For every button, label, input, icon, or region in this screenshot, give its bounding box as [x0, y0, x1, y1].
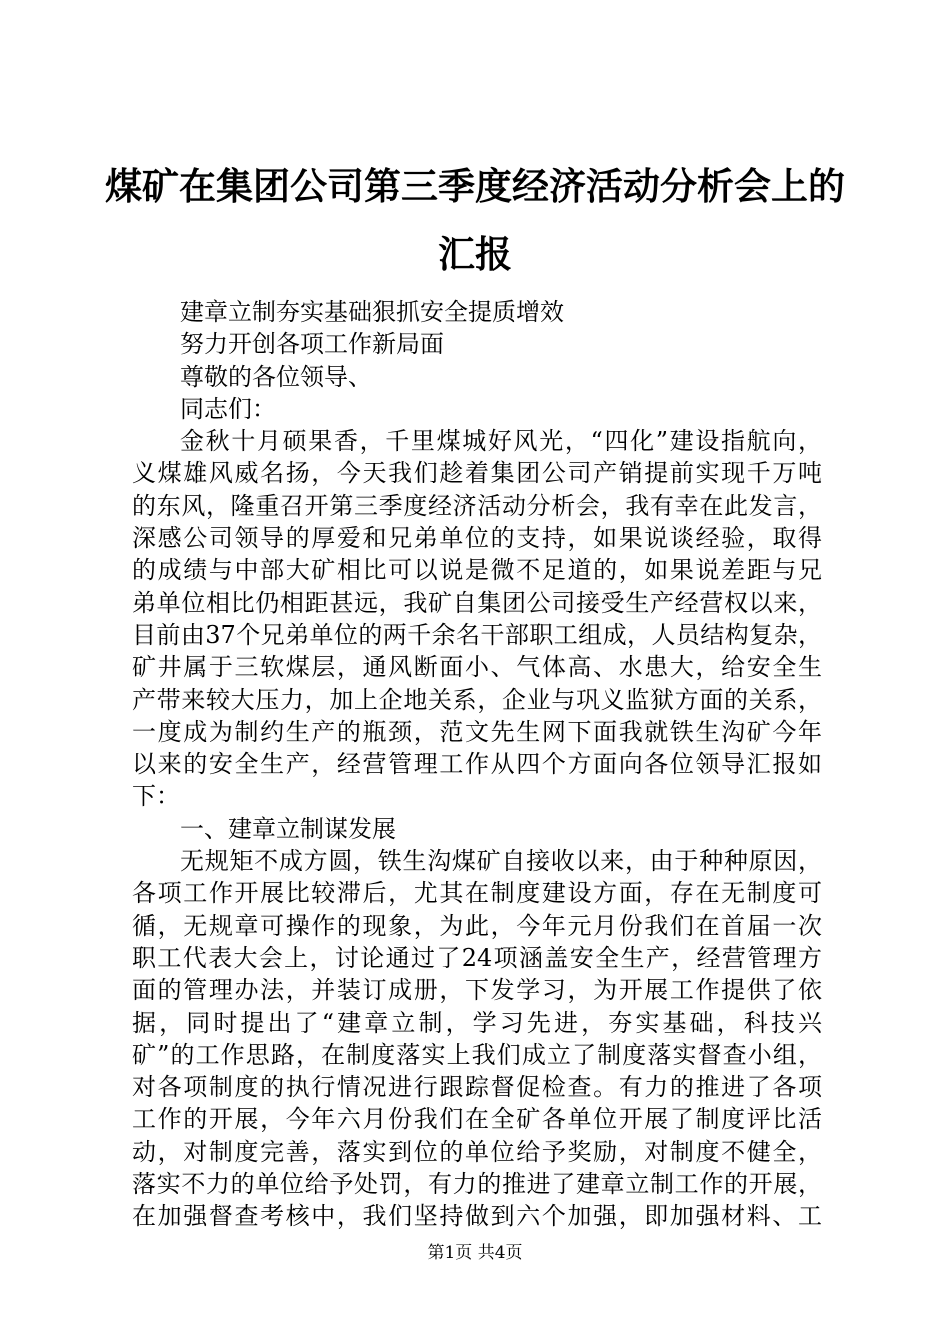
- text-line: 下：: [132, 782, 180, 811]
- text-line: 据，同时提出了“建章立制，学习先进，夯实基础，科技兴: [132, 1008, 822, 1037]
- title-line-2: 汇报: [438, 232, 512, 276]
- text-line: 义煤雄风威名扬，今天我们趁着集团公司产销提前实现千万吨: [132, 459, 822, 488]
- title-line-1: 煤矿在集团公司第三季度经济活动分析会上的: [105, 164, 845, 208]
- text-line: 面的管理办法，并装订成册，下发学习，为开展工作提供了依: [132, 976, 822, 1005]
- text-line: 深感公司领导的厚爱和兄弟单位的支持，如果说谈经验，取得: [132, 524, 822, 553]
- page-footer: 第1页 共4页: [427, 1243, 523, 1263]
- paragraph-1: [132, 425, 822, 813]
- section-heading: 一、建章立制谋发展: [180, 814, 396, 843]
- text-line: 目前由37个兄弟单位的两千余名干部职工组成，人员结构复杂，: [132, 620, 822, 649]
- text-line: 在加强督查考核中，我们坚持做到六个加强，即加强材料、工: [132, 1202, 822, 1231]
- text-line: 的成绩与中部大矿相比可以说是微不足道的，如果说差距与兄: [132, 556, 822, 585]
- salutation-line: 同志们：: [180, 394, 276, 423]
- text-line: 对各项制度的执行情况进行跟踪督促检查。有力的推进了各项: [132, 1073, 822, 1102]
- text-line: 金秋十月硕果香，千里煤城好风光，“四化”建设指航向，: [180, 427, 822, 456]
- text-line: 循，无规章可操作的现象，为此，今年元月份我们在首届一次: [132, 911, 822, 940]
- text-line: 落实不力的单位给予处罚，有力的推进了建章立制工作的开展，: [132, 1170, 822, 1199]
- text-line: 矿井属于三软煤层，通风断面小、气体高、水患大，给安全生: [132, 653, 822, 682]
- text-line: 以来的安全生产，经营管理工作从四个方面向各位领导汇报如: [132, 750, 822, 779]
- document-title: [100, 152, 850, 288]
- document-body: [132, 296, 822, 1233]
- text-line: 动，对制度完善，落实到位的单位给予奖励，对制度不健全，: [132, 1137, 822, 1166]
- subtitle-line: 建章立制夯实基础狠抓安全提质增效: [180, 298, 564, 326]
- paragraph-2: [132, 845, 822, 1233]
- text-line: 的东风，隆重召开第三季度经济活动分析会，我有幸在此发言，: [132, 491, 822, 520]
- text-line: 职工代表大会上，讨论通过了24项涵盖安全生产，经营管理方: [132, 943, 822, 972]
- subtitle-line: 努力开创各项工作新局面: [180, 330, 444, 359]
- text-line: 各项工作开展比较滞后，尤其在制度建设方面，存在无制度可: [132, 879, 822, 908]
- salutation-line: 尊敬的各位领导、: [180, 362, 372, 391]
- text-line: 矿”的工作思路，在制度落实上我们成立了制度落实督查小组，: [132, 1040, 822, 1069]
- text-line: 一度成为制约生产的瓶颈，范文先生网下面我就铁生沟矿今年: [132, 717, 822, 746]
- text-line: 无规矩不成方圆，铁生沟煤矿自接收以来，由于种种原因，: [180, 847, 822, 876]
- text-line: 产带来较大压力，加上企地关系，企业与巩义监狱方面的关系，: [132, 685, 822, 714]
- text-line: 工作的开展，今年六月份我们在全矿各单位开展了制度评比活: [132, 1105, 822, 1134]
- text-line: 弟单位相比仍相距甚远，我矿自集团公司接受生产经营权以来，: [132, 588, 822, 617]
